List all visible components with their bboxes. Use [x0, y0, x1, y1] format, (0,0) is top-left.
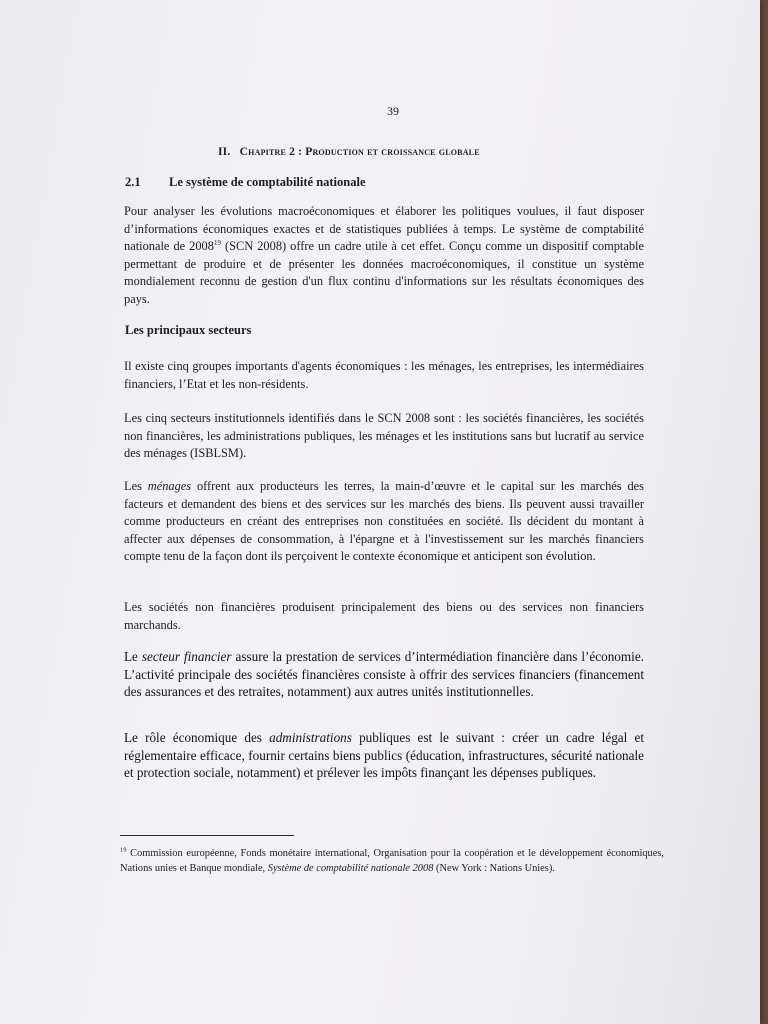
- intro-paragraph: [124, 203, 644, 309]
- footnote-number: 19: [120, 846, 127, 854]
- financial-text-post: assure la prestation de services d’intermédiation financière dans l’économie. L’activité principale des sociétés financières consiste à offrir des services financiers (financement des assurances et des retraites, notamment) aux autres unités institutionnelles.: [124, 649, 644, 699]
- section-heading: [125, 175, 366, 190]
- footnote-text-pre: Commission européenne, Fonds monétaire international, Organisation pour la coopération et le développement économiques, Nations unies et Banque mondiale,: [120, 848, 664, 874]
- footnote: [120, 846, 664, 876]
- chapter-title-text: Chapitre 2 : Production et croissance globale: [239, 146, 480, 158]
- section-number: 2.1: [125, 175, 141, 189]
- intro-text-part1: Pour analyser les évolutions macroéconomiques et élaborer les politiques voulues, il faut disposer d’informations économiques exactes et de statistiques publiées à temps. Le système de comptabilité nationale de 2008: [124, 204, 644, 254]
- page-number: 39: [387, 104, 399, 118]
- households-text-pre: Les: [124, 479, 148, 493]
- households-text-post: offrent aux producteurs les terres, la main-d’œuvre et le capital sur les marchés des facteurs et demandent des biens et des services sur les marchés des biens. Ils peuvent aussi travailler comme producteurs en créant des entreprises non constituées en société. Ils décident du montant à affecter aux dépenses de consommation, à l'épargne et à l'investissement sur les marchés financiers compte tenu de la façon dont ils perçoivent le contexte économique et anticipent son évolution.: [124, 479, 644, 564]
- footnote-reference: 19: [213, 239, 221, 248]
- paragraph-households: [124, 478, 644, 566]
- financial-term: secteur financier: [141, 649, 232, 664]
- footnote-separator: [120, 835, 294, 836]
- financial-text-pre: Le: [124, 649, 142, 664]
- footnote-title: Système de comptabilité nationale 2008: [267, 863, 434, 874]
- admin-text-pre: Le rôle économique des: [124, 730, 270, 745]
- chapter-roman-numeral: II.: [218, 146, 231, 158]
- admin-term: administrations: [269, 730, 352, 745]
- footnote-text-post: (New York : Nations Unies).: [433, 863, 555, 874]
- households-term: ménages: [147, 479, 192, 493]
- paragraph-institutional-sectors: Les cinq secteurs institutionnels identifiés dans le SCN 2008 sont : les sociétés financières, les sociétés non financières, les administrations publiques, les ménages et les institutions sans but lucratif au service des ménages (ISBLSM).: [124, 411, 644, 461]
- paragraph-economic-agents: Il existe cinq groupes importants d'agents économiques : les ménages, les entreprises, les intermédiaires financiers, l’Etat et les non-résidents.: [124, 359, 644, 391]
- subheading-principal-sectors: Les principaux secteurs: [125, 323, 252, 337]
- chapter-title: [218, 146, 480, 158]
- admin-text-post: publiques est le suivant : créer un cadre légal et réglementaire efficace, fournir certains biens publics (éducation, infrastructures, sécurité nationale et protection sociale, notamment) et prélever les impôts finançant les dépenses publiques.: [124, 730, 644, 780]
- paragraph-public-administrations: [124, 729, 644, 782]
- paragraph-financial-sector: [124, 648, 644, 701]
- section-title: Le système de comptabilité nationale: [169, 175, 366, 189]
- paragraph-non-financial-corporations: Les sociétés non financières produisent principalement des biens ou des services non financiers marchands.: [124, 600, 644, 632]
- intro-text-part2: (SCN 2008) offre un cadre utile à cet effet. Conçu comme un dispositif comptable permettant de produire et de présenter les données macroéconomiques, il constitue un système mondialement reconnu de gestion d'un flux continu d'informations sur les résultats économiques des pays.: [124, 239, 644, 306]
